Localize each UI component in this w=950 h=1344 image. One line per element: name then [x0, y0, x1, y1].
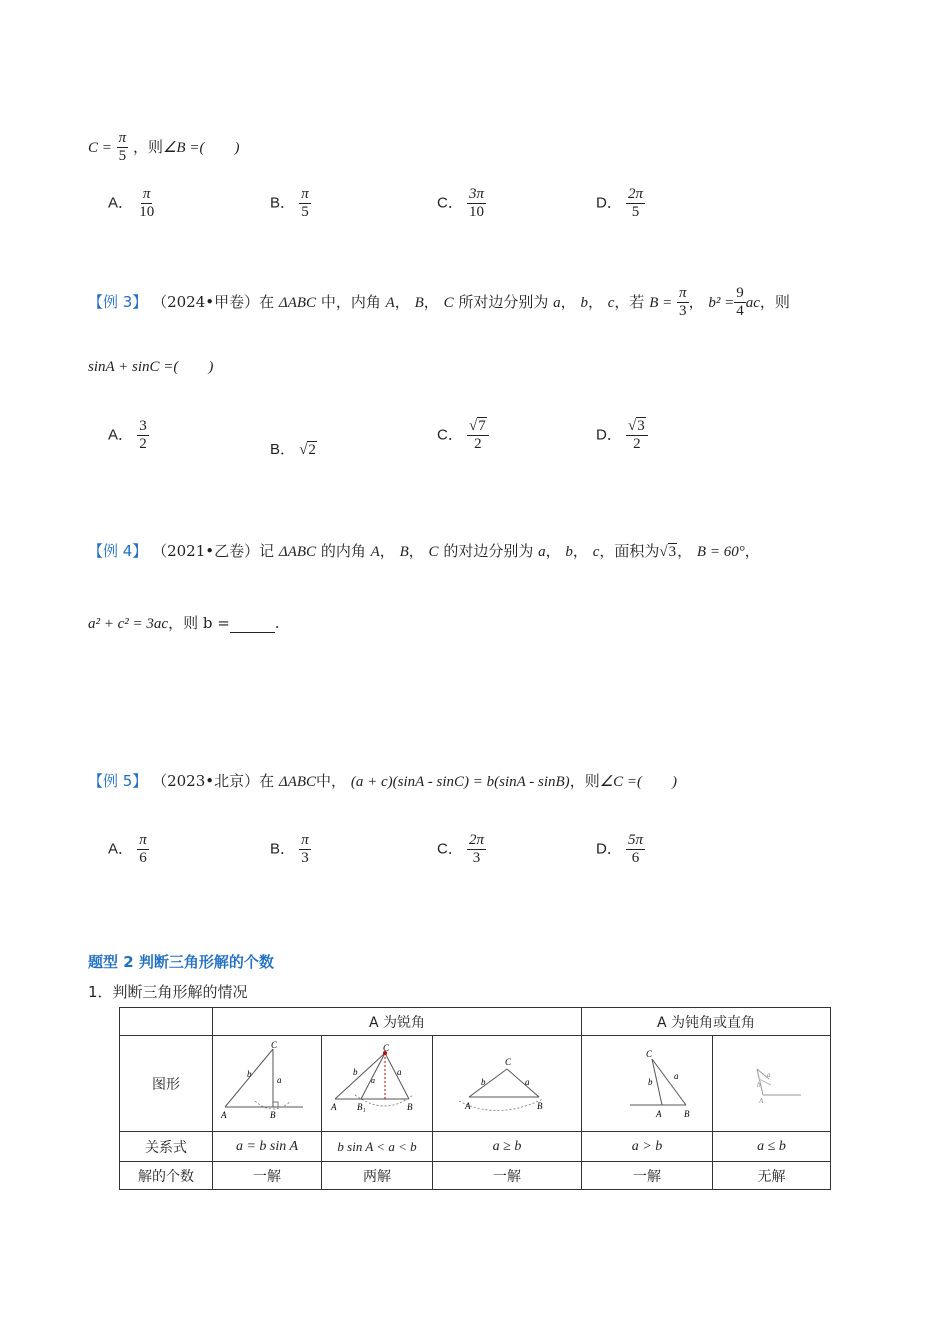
svg-text:C: C — [271, 1039, 278, 1050]
svg-text:a: a — [525, 1076, 530, 1087]
ex4-answer-blank[interactable] — [230, 614, 275, 633]
section-item-1: 1．判断三角形解的情况 — [88, 983, 248, 1001]
figure-one-solution-acute — [433, 1036, 582, 1132]
figure-obtuse-one-solution — [582, 1036, 713, 1132]
svg-text:b: b — [648, 1076, 653, 1087]
ex5-option-b[interactable]: B． $\frac{\pi}{3}$ — [270, 832, 309, 867]
svg-text:B: B — [407, 1101, 413, 1112]
row-figure-label: 图形 — [120, 1036, 213, 1132]
obtuse-header: A 为钝角或直角 — [582, 1008, 831, 1036]
q2-cond-frac: $\frac{\pi}{5}$ — [118, 130, 127, 165]
relation-5: a ≤ b — [713, 1132, 831, 1162]
ex5-equation: (a + c)(sinA - sinC) = b(sinA - sinB) — [350, 774, 570, 790]
q2-then: ，则 — [132, 137, 163, 156]
q2-option-d[interactable]: D． $\frac{2\pi}{5}$ — [596, 186, 644, 221]
svg-text:B: B — [270, 1109, 276, 1120]
ex3-tag: 【例 3】 — [88, 292, 148, 311]
ex3-cond1: B = — [649, 294, 673, 311]
ex3-option-d[interactable]: D． $\frac{√3}{2}$ — [596, 418, 648, 454]
count-5: 无解 — [713, 1162, 831, 1190]
ex3-stem: 【例 3】 （2024•甲卷）在 ΔABC 中，内角 A， B， C 所对边分别为 a， b， c，若 B = $\frac{\pi}{3}$ ， b² = $\frac{9}{4}$ ac，则 — [88, 285, 790, 320]
svg-text:a: a — [674, 1070, 679, 1081]
triangle-figure-2 — [327, 1039, 427, 1125]
ex5-stem: 【例 5】 （2023•北京）在 ΔABC中， (a + c)(sinA - sinC) = b(sinA - sinB)，则∠C =( ) — [88, 772, 678, 790]
triangle-figure-4 — [592, 1039, 702, 1125]
ex4-stem: 【例 4】 （2021•乙卷）记 ΔABC 的内角 A， B， C 的对边分别为 a， b， c，面积为√3， B = 60°， — [88, 542, 760, 560]
q2-cond-lhs: C = — [88, 139, 112, 156]
svg-text:b: b — [353, 1066, 358, 1077]
svg-text:A: A — [465, 1100, 471, 1111]
ex3-option-b[interactable]: B． √2 — [270, 441, 316, 458]
count-4: 一解 — [582, 1162, 713, 1190]
row-relation-label: 关系式 — [120, 1132, 213, 1162]
ex5-tag: 【例 5】 — [88, 772, 148, 790]
triangle-figure-1 — [217, 1039, 317, 1125]
ex3-option-c[interactable]: C． $\frac{√7}{2}$ — [437, 418, 489, 454]
ex5-option-c[interactable]: C． $\frac{2\pi}{3}$ — [437, 832, 485, 867]
relation-3: a ≥ b — [433, 1132, 582, 1162]
q2-option-a[interactable]: A． $\frac{\pi}{10}$ — [108, 186, 155, 221]
svg-text:A: A — [758, 1096, 763, 1105]
ex5-option-a[interactable]: A． $\frac{\pi}{6}$ — [108, 832, 147, 867]
svg-text:B: B — [537, 1100, 543, 1111]
count-3: 一解 — [433, 1162, 582, 1190]
svg-text:b: b — [481, 1076, 486, 1087]
acute-header: A 为锐角 — [213, 1008, 582, 1036]
svg-text:a: a — [766, 1070, 770, 1079]
figure-no-solution — [713, 1036, 831, 1132]
ex3-cond2: b² = — [708, 294, 735, 311]
ex4-tag: 【例 4】 — [88, 542, 148, 560]
ex3-ask: sinA + sinC =( ) — [88, 359, 214, 375]
svg-text:a: a — [371, 1075, 375, 1085]
svg-text:a: a — [277, 1074, 282, 1085]
svg-text:A: A — [331, 1101, 337, 1112]
svg-text:B₁: B₁ — [357, 1101, 366, 1112]
svg-text:A: A — [656, 1108, 662, 1119]
q2-option-b[interactable]: B． $\frac{\pi}{5}$ — [270, 186, 309, 221]
ex3-option-a[interactable]: A． $\frac{3}{2}$ — [108, 418, 147, 453]
ex3-triangle: ΔABC — [278, 294, 317, 311]
count-2: 两解 — [322, 1162, 433, 1190]
svg-text:A: A — [221, 1109, 227, 1120]
count-1: 一解 — [213, 1162, 322, 1190]
solution-table — [119, 1007, 831, 1190]
section-title: 题型 2 判断三角形解的个数 — [88, 953, 274, 971]
q2-option-c[interactable]: C． $\frac{3\pi}{10}$ — [437, 186, 485, 221]
svg-text:C: C — [383, 1042, 390, 1053]
svg-text:b: b — [756, 1080, 760, 1089]
ex4-line2: a² + c² = 3ac，则 b = . — [88, 614, 280, 632]
row-count-label: 解的个数 — [120, 1162, 213, 1190]
q2-ask: ∠B =( ) — [162, 139, 240, 156]
relation-1: a = b sin A — [213, 1132, 322, 1162]
svg-text:b: b — [247, 1068, 252, 1079]
svg-text:a: a — [397, 1066, 402, 1077]
figure-one-solution-right — [213, 1036, 322, 1132]
ex5-option-d[interactable]: D． $\frac{5\pi}{6}$ — [596, 832, 644, 867]
relation-2: b sin A < a < b — [322, 1132, 433, 1162]
svg-text:B: B — [684, 1108, 690, 1119]
q2-condition — [88, 130, 239, 166]
relation-4: a > b — [582, 1132, 713, 1162]
figure-two-solutions — [322, 1036, 433, 1132]
svg-text:C: C — [505, 1056, 512, 1067]
triangle-figure-5 — [717, 1039, 827, 1125]
table-corner — [120, 1008, 213, 1036]
triangle-figure-3 — [447, 1039, 567, 1125]
svg-text:C: C — [646, 1048, 653, 1059]
ex3-source: （2024•甲卷）在 — [152, 292, 275, 311]
